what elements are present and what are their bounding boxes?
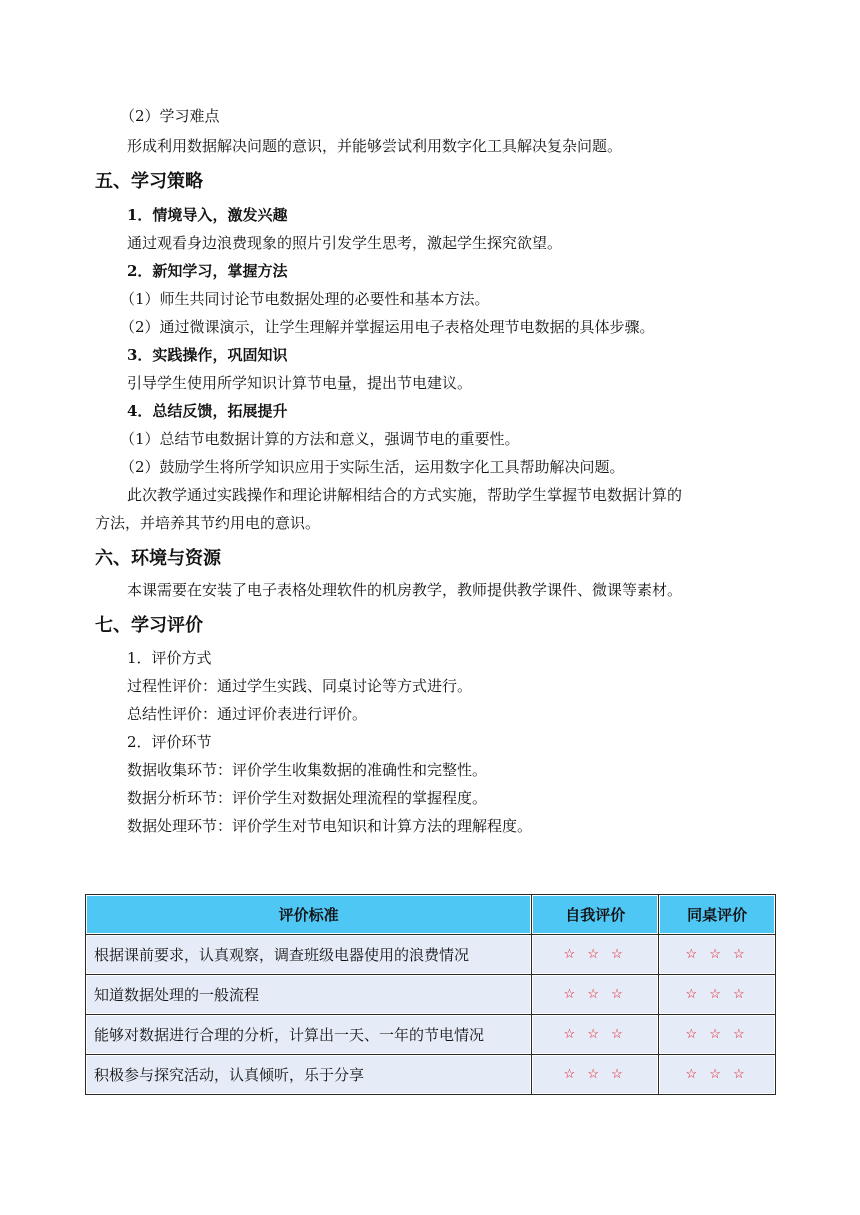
summary-line: 方法，并培养其节约用电的意识。 <box>95 514 321 532</box>
self-star-rating[interactable]: ☆ ☆ ☆ <box>532 1055 659 1095</box>
peer-star-rating[interactable]: ☆ ☆ ☆ <box>659 975 776 1015</box>
table-row <box>86 975 776 1015</box>
section-title-strategy: 五、学习策略 <box>95 171 203 192</box>
header-criterion: 评价标准 <box>86 895 532 935</box>
resources-text: 本课需要在安装了电子表格处理软件的机房教学，教师提供教学课件、微课等素材。 <box>127 581 683 599</box>
link-heading: 2．评价环节 <box>127 733 212 751</box>
section-title-evaluation: 七、学习评价 <box>95 615 203 636</box>
eval-link: 数据分析环节：评价学生对数据处理流程的掌握程度。 <box>127 789 488 807</box>
eval-link: 数据处理环节：评价学生对节电知识和计算方法的理解程度。 <box>127 817 533 835</box>
method-heading: 1．评价方式 <box>127 649 212 667</box>
peer-star-rating[interactable]: ☆ ☆ ☆ <box>659 1055 776 1095</box>
table-row <box>86 1055 776 1095</box>
difficulty-heading: （2）学习难点 <box>120 107 220 125</box>
step-heading: 4．总结反馈，拓展提升 <box>127 402 288 420</box>
step-line: （1）师生共同讨论节电数据处理的必要性和基本方法。 <box>120 290 490 308</box>
step-line: （1）总结节电数据计算的方法和意义，强调节电的重要性。 <box>120 430 520 448</box>
self-star-rating[interactable]: ☆ ☆ ☆ <box>532 935 659 975</box>
criterion-cell: 根据课前要求，认真观察，调查班级电器使用的浪费情况 <box>86 935 532 975</box>
summary-line: 此次教学通过实践操作和理论讲解相结合的方式实施，帮助学生掌握节电数据计算的 <box>127 486 683 504</box>
step-line: 引导学生使用所学知识计算节电量，提出节电建议。 <box>127 374 473 392</box>
step-heading: 3．实践操作，巩固知识 <box>127 346 288 364</box>
peer-star-rating[interactable]: ☆ ☆ ☆ <box>659 935 776 975</box>
step-line: （2）通过微课演示，让学生理解并掌握运用电子表格处理节电数据的具体步骤。 <box>120 318 655 336</box>
step-line: （2）鼓励学生将所学知识应用于实际生活，运用数字化工具帮助解决问题。 <box>120 458 625 476</box>
process-eval: 过程性评价：通过学生实践、同桌讨论等方式进行。 <box>127 677 473 695</box>
difficulty-text: 形成利用数据解决问题的意识，并能够尝试利用数字化工具解决复杂问题。 <box>127 137 623 155</box>
peer-star-rating[interactable]: ☆ ☆ ☆ <box>659 1015 776 1055</box>
self-star-rating[interactable]: ☆ ☆ ☆ <box>532 1015 659 1055</box>
header-peer-eval: 同桌评价 <box>659 895 776 935</box>
step-heading: 1．情境导入，激发兴趣 <box>127 206 288 224</box>
eval-link: 数据收集环节：评价学生收集数据的准确性和完整性。 <box>127 761 488 779</box>
table-header-row <box>86 895 776 935</box>
self-star-rating[interactable]: ☆ ☆ ☆ <box>532 975 659 1015</box>
table-row <box>86 1015 776 1055</box>
summative-eval: 总结性评价：通过评价表进行评价。 <box>127 705 368 723</box>
criterion-cell: 积极参与探究活动，认真倾听，乐于分享 <box>86 1055 532 1095</box>
criterion-cell: 能够对数据进行合理的分析，计算出一天、一年的节电情况 <box>86 1015 532 1055</box>
section-title-resources: 六、环境与资源 <box>95 548 221 569</box>
criterion-cell: 知道数据处理的一般流程 <box>86 975 532 1015</box>
table-row <box>86 935 776 975</box>
step-line: 通过观看身边浪费现象的照片引发学生思考，激起学生探究欲望。 <box>127 234 563 252</box>
step-heading: 2．新知学习，掌握方法 <box>127 262 288 280</box>
evaluation-table <box>85 894 776 1095</box>
header-self-eval: 自我评价 <box>532 895 659 935</box>
